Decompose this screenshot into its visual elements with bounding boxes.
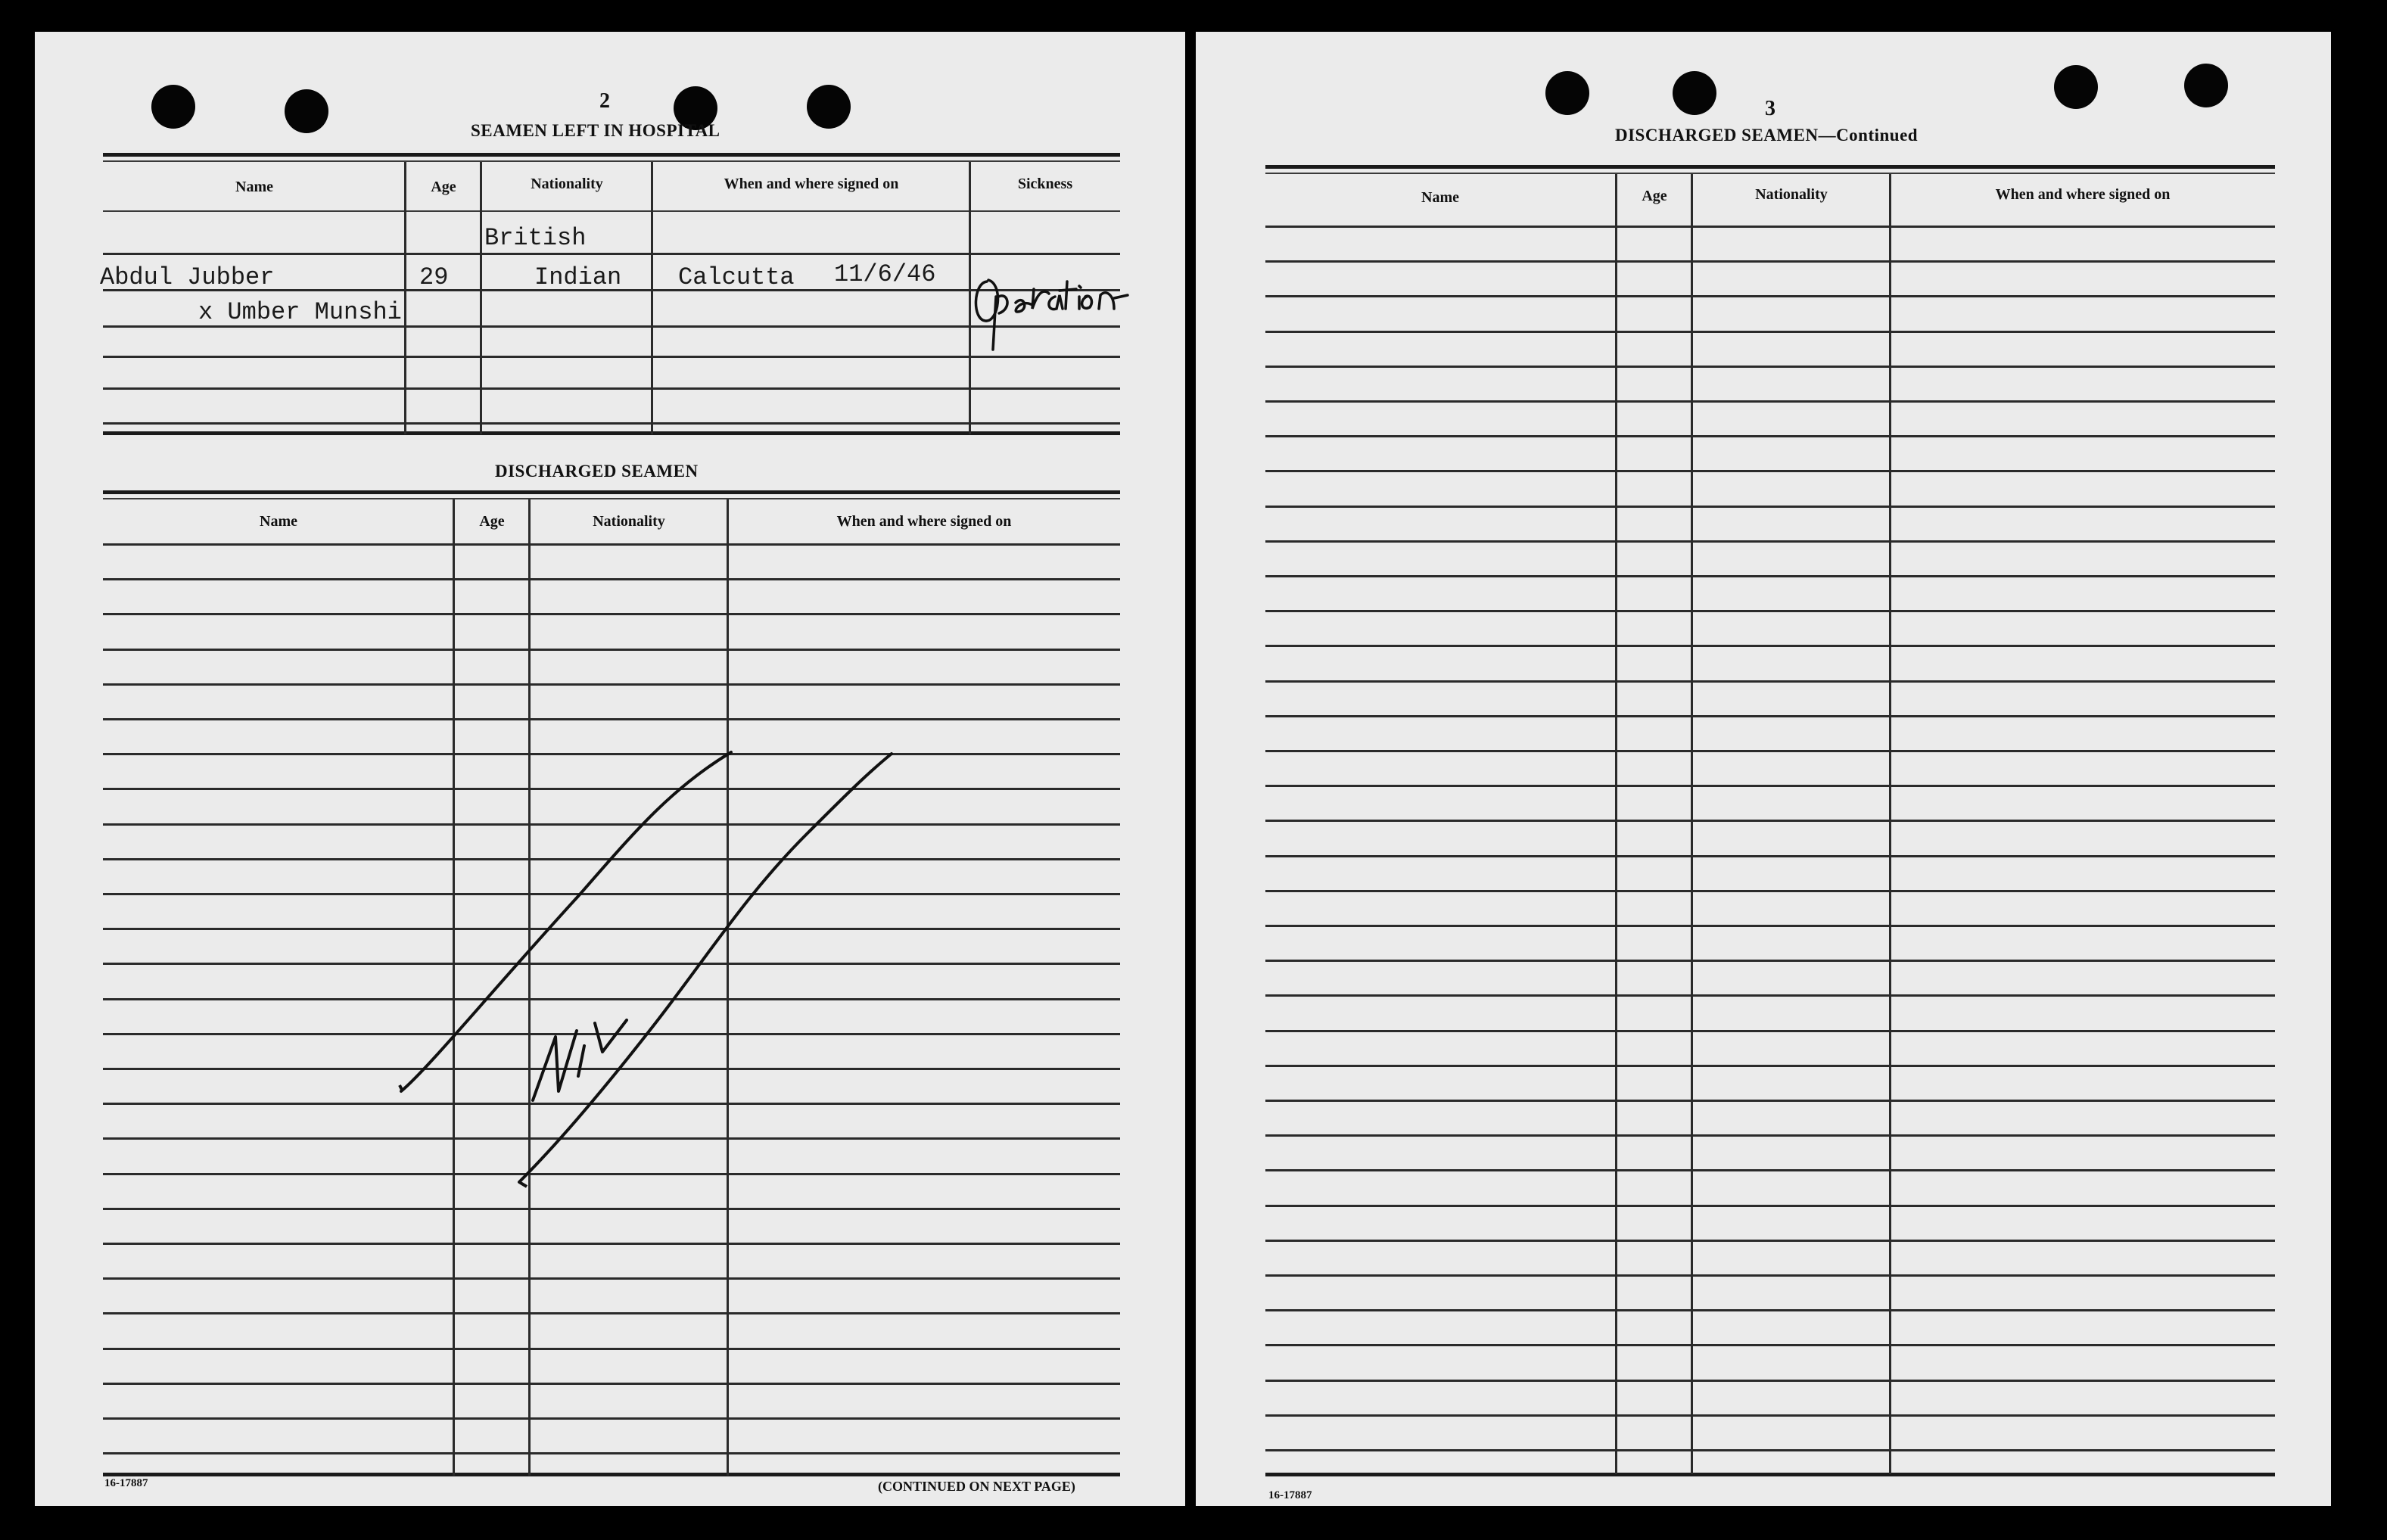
- column-divider: [404, 162, 406, 434]
- row-rule: [1265, 994, 2275, 997]
- column-header-signed-on: When and where signed on: [724, 176, 899, 192]
- row-rule: [1265, 400, 2275, 403]
- row-rule: [1265, 645, 2275, 647]
- table-border-top: [1265, 173, 2275, 174]
- column-header-name: Name: [260, 513, 297, 530]
- row-rule: [1265, 680, 2275, 683]
- column-divider: [1615, 174, 1617, 1474]
- column-header-age: Age: [479, 513, 505, 530]
- entry-nationality-line1: British: [484, 224, 587, 252]
- punch-hole: [151, 85, 195, 129]
- row-rule: [1265, 470, 2275, 472]
- punch-hole: [1673, 71, 1716, 115]
- entry-name-line2: x Umber Munshi: [198, 298, 402, 326]
- row-rule: [1265, 1274, 2275, 1277]
- row-rule: [103, 613, 1120, 615]
- row-rule: [1265, 226, 2275, 228]
- table-border-bottom: [103, 1473, 1120, 1476]
- row-rule: [1265, 820, 2275, 822]
- row-rule: [1265, 960, 2275, 962]
- row-rule: [103, 543, 1120, 546]
- row-rule: [1265, 715, 2275, 717]
- column-header-nationality: Nationality: [593, 513, 665, 530]
- table-border-top: [1265, 165, 2275, 169]
- row-rule: [1265, 295, 2275, 297]
- section-title-hospital: SEAMEN LEFT IN HOSPITAL: [471, 121, 720, 140]
- row-rule: [1265, 1344, 2275, 1346]
- row-rule: [1265, 750, 2275, 752]
- row-rule: [103, 1452, 1120, 1454]
- entry-name-line1: Abdul Jubber: [100, 263, 275, 291]
- row-rule: [1265, 610, 2275, 612]
- punch-hole: [1545, 71, 1589, 115]
- table-border-top: [103, 153, 1120, 157]
- row-rule: [1265, 1240, 2275, 1242]
- punch-hole: [2054, 65, 2098, 109]
- row-rule: [103, 1208, 1120, 1210]
- row-rule: [103, 422, 1120, 425]
- column-divider: [1889, 174, 1891, 1474]
- row-rule: [1265, 1309, 2275, 1311]
- left-page: [35, 32, 1185, 1506]
- column-header-name: Name: [235, 179, 273, 195]
- row-rule: [103, 1383, 1120, 1385]
- column-divider: [651, 162, 653, 434]
- entry-date: 11/6/46: [834, 260, 936, 288]
- row-rule: [1265, 435, 2275, 437]
- entry-age: 29: [419, 263, 449, 291]
- section-title-discharged: DISCHARGED SEAMEN: [495, 462, 699, 481]
- row-rule: [1265, 1134, 2275, 1137]
- row-rule: [1265, 260, 2275, 263]
- punch-hole: [285, 89, 328, 133]
- column-header-sickness: Sickness: [1017, 176, 1073, 192]
- punch-hole: [807, 85, 851, 129]
- column-divider: [480, 162, 482, 434]
- row-rule: [103, 1277, 1120, 1280]
- row-rule: [103, 1312, 1120, 1314]
- column-header-nationality: Nationality: [531, 176, 603, 192]
- row-rule: [1265, 575, 2275, 577]
- table-border-bottom: [103, 431, 1120, 435]
- table-border-top: [103, 498, 1120, 499]
- row-rule: [1265, 785, 2275, 787]
- form-number: 16-17887: [104, 1477, 148, 1489]
- header-rule: [103, 210, 1120, 212]
- row-rule: [1265, 855, 2275, 857]
- row-rule: [1265, 890, 2275, 892]
- handwritten-sickness: [966, 236, 1193, 357]
- row-rule: [1265, 1065, 2275, 1067]
- row-rule: [1265, 1169, 2275, 1171]
- row-rule: [1265, 1414, 2275, 1417]
- row-rule: [1265, 1449, 2275, 1451]
- entry-nationality-line2: Indian: [534, 263, 622, 291]
- row-rule: [1265, 1380, 2275, 1382]
- row-rule: [1265, 1030, 2275, 1032]
- row-rule: [103, 1417, 1120, 1420]
- page-number: 3: [1765, 97, 1775, 120]
- row-rule: [1265, 1100, 2275, 1102]
- row-rule: [1265, 1205, 2275, 1207]
- row-rule: [1265, 925, 2275, 927]
- row-rule: [1265, 366, 2275, 368]
- continued-note: (CONTINUED ON NEXT PAGE): [878, 1479, 1075, 1494]
- right-page: [1196, 32, 2331, 1506]
- column-header-age: Age: [431, 179, 456, 195]
- section-title-discharged-continued: DISCHARGED SEAMEN—Continued: [1615, 126, 1919, 145]
- row-rule: [1265, 506, 2275, 508]
- column-divider: [1691, 174, 1693, 1474]
- row-rule: [1265, 331, 2275, 333]
- row-rule: [103, 1243, 1120, 1245]
- column-header-age: Age: [1642, 188, 1667, 204]
- form-number: 16-17887: [1268, 1489, 1312, 1501]
- column-header-signed-on: When and where signed on: [1995, 186, 2171, 203]
- column-header-signed-on: When and where signed on: [836, 513, 1012, 530]
- entry-place: Calcutta: [678, 263, 795, 291]
- column-header-nationality: Nationality: [1755, 186, 1828, 203]
- table-border-top: [103, 490, 1120, 494]
- page-number: 2: [599, 89, 610, 113]
- handwritten-nil-mark: [353, 667, 928, 1197]
- row-rule: [1265, 540, 2275, 543]
- table-border-bottom: [1265, 1473, 2275, 1476]
- punch-hole: [2184, 64, 2228, 107]
- row-rule: [103, 578, 1120, 580]
- column-header-name: Name: [1421, 189, 1459, 206]
- row-rule: [103, 387, 1120, 390]
- table-border-top: [103, 160, 1120, 162]
- row-rule: [103, 649, 1120, 651]
- row-rule: [103, 1348, 1120, 1350]
